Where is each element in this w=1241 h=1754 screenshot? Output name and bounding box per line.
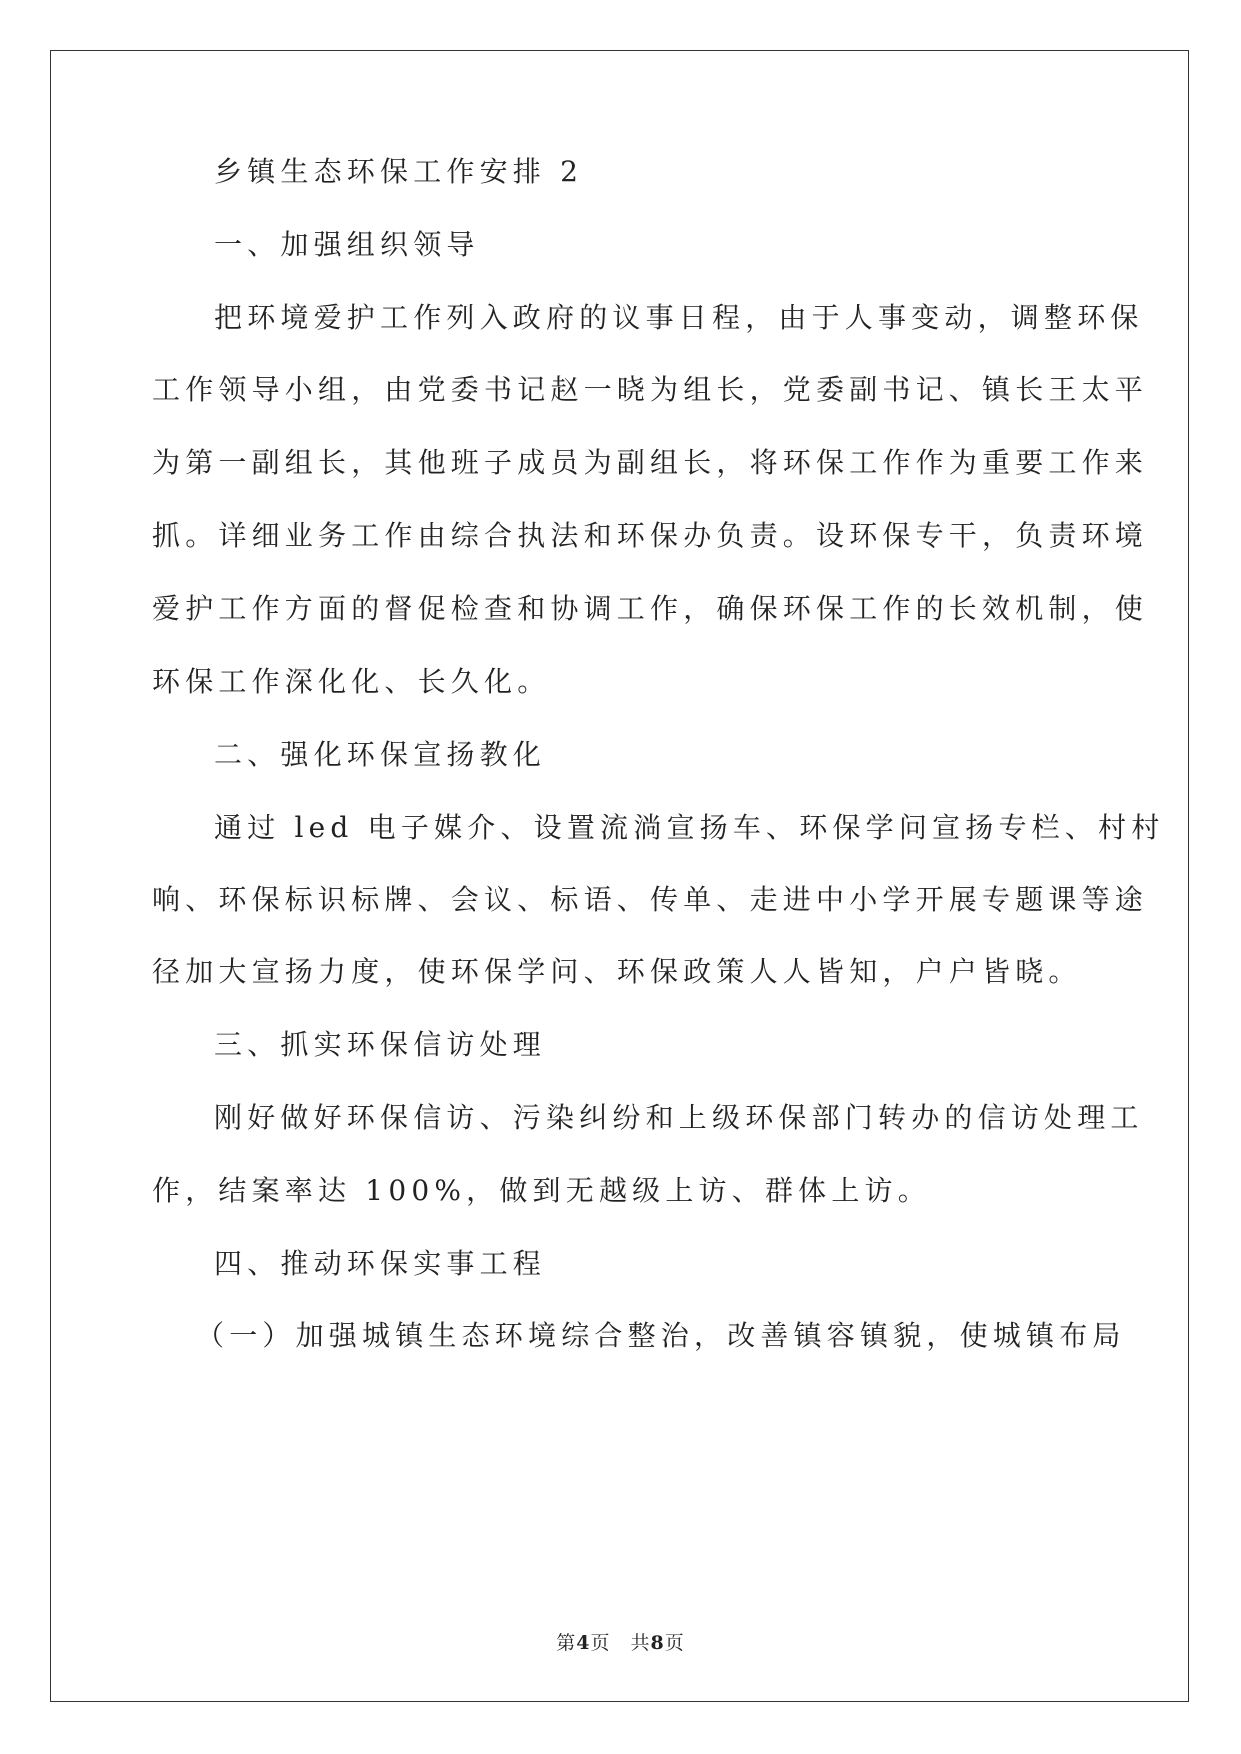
document-title: 乡镇生态环保工作安排 2: [214, 155, 584, 188]
paragraph-line: 抓。详细业务工作由综合执法和环保办负责。设环保专干，负责环境: [152, 519, 1149, 552]
paragraph-line: 为第一副组长，其他班子成员为副组长，将环保工作作为重要工作来: [152, 446, 1149, 479]
current-page-number: 4: [576, 1632, 591, 1654]
paragraph-line: 通过 led 电子媒介、设置流淌宣扬车、环保学问宣扬专栏、村村: [214, 811, 1165, 844]
paragraph-line: 响、环保标识标牌、会议、标语、传单、走进中小学开展专题课等途: [152, 883, 1149, 916]
paragraph-line: 径加大宣扬力度，使环保学问、环保政策人人皆知，户户皆晓。: [152, 955, 1082, 988]
section-heading: 一、加强组织领导: [214, 228, 480, 261]
paragraph-line: 刚好做好环保信访、污染纠纷和上级环保部门转办的信访处理工: [214, 1101, 1144, 1134]
page-footer: [0, 1628, 1241, 1655]
page-border: [50, 50, 1189, 1702]
footer-suffix: 页: [664, 1632, 685, 1654]
footer-middle: 页 共: [590, 1632, 651, 1654]
paragraph-line: 爱护工作方面的督促检查和协调工作，确保环保工作的长效机制，使: [152, 592, 1149, 625]
paragraph-line: 作，结案率达 100%，做到无越级上访、群体上访。: [152, 1174, 931, 1207]
paragraph-line: （一）加强城镇生态环境综合整治，改善镇容镇貌，使城镇布局: [196, 1319, 1126, 1352]
paragraph-line: 把环境爱护工作列入政府的议事日程，由于人事变动，调整环保: [214, 301, 1144, 334]
section-heading: 四、推动环保实事工程: [214, 1247, 547, 1280]
paragraph-line: 工作领导小组，由党委书记赵一晓为组长，党委副书记、镇长王太平: [152, 373, 1149, 406]
total-page-number: 8: [650, 1632, 665, 1654]
section-heading: 二、强化环保宣扬教化: [214, 738, 547, 771]
section-heading: 三、抓实环保信访处理: [214, 1028, 547, 1061]
footer-prefix: 第: [556, 1632, 577, 1654]
paragraph-line: 环保工作深化化、长久化。: [152, 665, 551, 698]
